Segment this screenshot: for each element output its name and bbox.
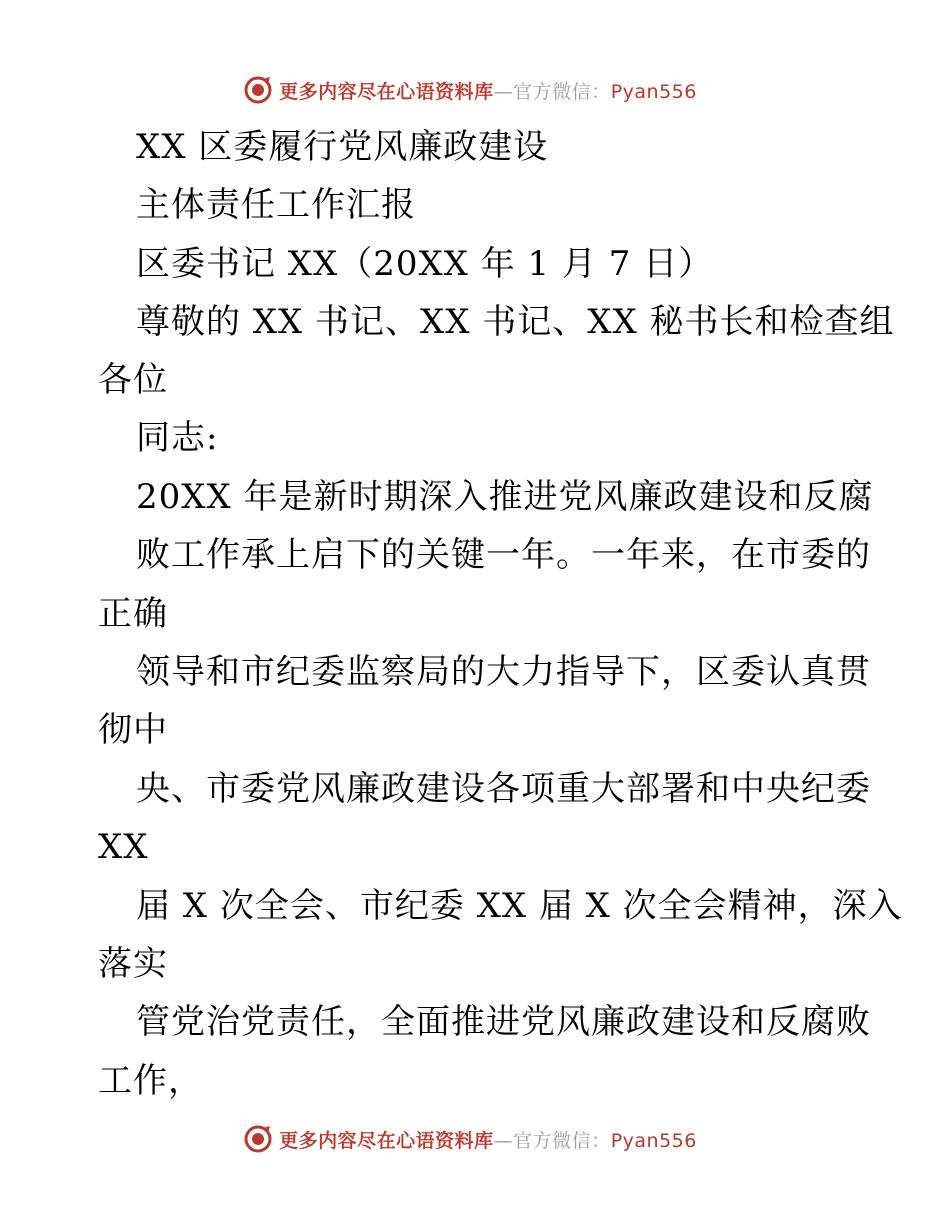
body-line: 20XX 年是新时期深入推进党风廉政建设和反腐 <box>136 477 874 517</box>
body-line: 落实 <box>98 944 168 984</box>
body-line: 央、市委党风廉政建设各项重大部署和中央纪委 <box>136 769 871 809</box>
body-line: XX <box>98 827 149 867</box>
banner-brand-text: 更多内容尽在心语资料库 <box>279 1129 494 1152</box>
banner-separator-text: —官方微信： <box>493 1129 611 1152</box>
document-author-line: 区委书记 XX（20XX 年 1 月 7 日） <box>136 244 714 284</box>
footer-watermark-banner <box>0 1119 950 1159</box>
banner-separator-text: —官方微信： <box>493 80 611 103</box>
body-line: 正确 <box>98 594 168 634</box>
banner-account-text: Pyan556 <box>610 1129 697 1152</box>
banner-account-text: Pyan556 <box>610 80 697 103</box>
pen-logo-icon <box>243 1124 273 1154</box>
body-line: 管党治党责任，全面推进党风廉政建设和反腐败 <box>136 1002 871 1042</box>
body-line: 尊敬的 XX 书记、XX 书记、XX 秘书长和检查组 <box>136 302 895 342</box>
banner-brand-text: 更多内容尽在心语资料库 <box>279 80 494 103</box>
body-line: 届 X 次全会、市纪委 XX 届 X 次全会精神，深入 <box>136 886 903 926</box>
document-title-line-2: 主体责任工作汇报 <box>136 185 416 225</box>
body-line: 工作， <box>98 1061 203 1101</box>
body-line: 同志: <box>136 418 219 458</box>
body-line: 各位 <box>98 360 168 400</box>
body-line: 领导和市纪委监察局的大力指导下，区委认真贯 <box>136 652 871 692</box>
body-line: 败工作承上启下的关键一年。一年来，在市委的 <box>136 535 871 575</box>
document-title-line-1: XX 区委履行党风廉政建设 <box>136 127 549 167</box>
body-line: 彻中 <box>98 710 168 750</box>
